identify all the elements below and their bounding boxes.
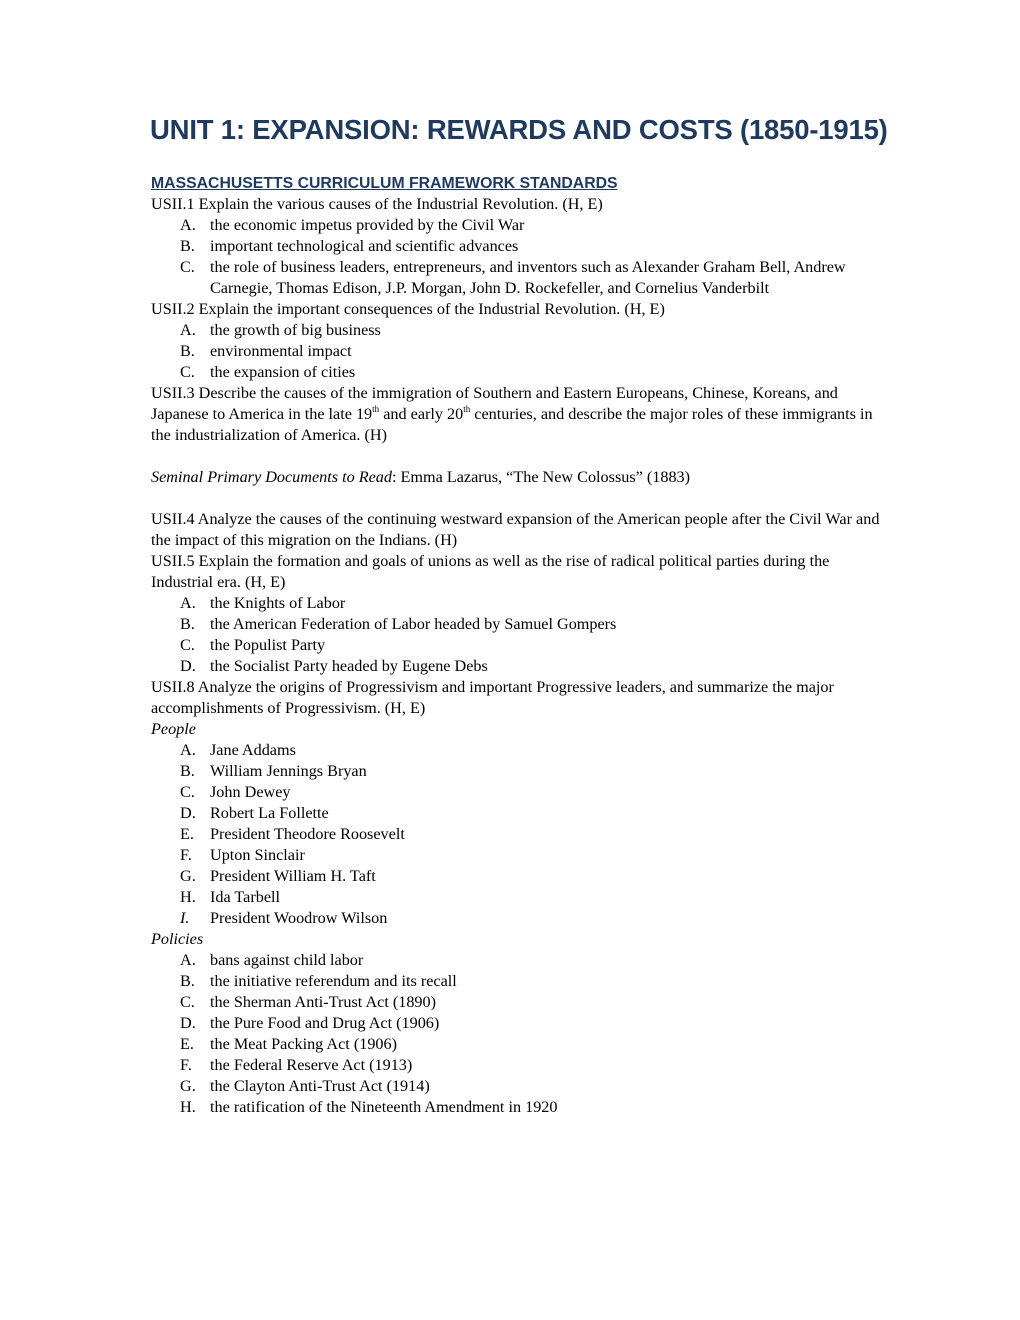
- list-text: the Populist Party: [210, 636, 326, 654]
- list-letter: H.: [180, 1098, 196, 1116]
- people-label: People: [151, 720, 196, 738]
- list-letter: B.: [180, 237, 195, 255]
- list-item: [151, 971, 881, 992]
- list-letter: A.: [180, 951, 196, 969]
- list-letter: B.: [180, 615, 195, 633]
- list-letter: C.: [180, 258, 195, 276]
- list-item: [151, 824, 881, 845]
- standard-usii3: [151, 383, 881, 446]
- usii3-part2: and early 20: [379, 405, 464, 423]
- list-text: the Federal Reserve Act (1913): [210, 1056, 413, 1074]
- list-item: [151, 635, 881, 656]
- list-letter: C.: [180, 783, 195, 801]
- usii3-sup2: th: [463, 404, 471, 414]
- list-item: [151, 950, 881, 971]
- list-text: environmental impact: [210, 342, 352, 360]
- list-text: the Pure Food and Drug Act (1906): [210, 1014, 440, 1032]
- list-item: [151, 614, 881, 635]
- seminal-label: Seminal Primary Documents to Read: [151, 468, 392, 486]
- standard-usii2: USII.2 Explain the important consequences of the Industrial Revolution. (H, E): [151, 300, 665, 318]
- usii2-list: [151, 320, 881, 383]
- list-text: important technological and scientific advances: [210, 237, 519, 255]
- list-text: the initiative referendum and its recall: [210, 972, 457, 990]
- list-letter: H.: [180, 888, 196, 906]
- usii3-part3: centuries, and describe the major roles of these immigrants in the industrialization of America. (H): [151, 405, 873, 444]
- list-letter: G.: [180, 1077, 196, 1095]
- list-item: [151, 803, 881, 824]
- list-letter: B.: [180, 972, 195, 990]
- list-text: Upton Sinclair: [210, 846, 305, 864]
- list-item: [151, 887, 881, 908]
- spacer: [151, 488, 881, 509]
- list-text: the American Federation of Labor headed by Samuel Gompers: [210, 615, 617, 633]
- list-letter: A.: [180, 594, 196, 612]
- list-letter: D.: [180, 657, 196, 675]
- list-item: [151, 1013, 881, 1034]
- list-letter: C.: [180, 993, 195, 1011]
- list-text: the economic impetus provided by the Civil War: [210, 216, 525, 234]
- list-letter: C.: [180, 363, 195, 381]
- standard-usii1: USII.1 Explain the various causes of the Industrial Revolution. (H, E): [151, 195, 603, 213]
- list-item: [151, 1055, 881, 1076]
- list-item: [151, 740, 881, 761]
- list-item: [151, 866, 881, 887]
- list-letter: D.: [180, 1014, 196, 1032]
- list-item: [151, 1097, 881, 1118]
- list-item: [151, 761, 881, 782]
- list-text: the Knights of Labor: [210, 594, 346, 612]
- list-letter: A.: [180, 321, 196, 339]
- list-text: the role of business leaders, entrepreneurs, and inventors such as Alexander Graham Bell, Andrew Carnegie, Thomas Edison, J.P. Morgan, John D. Rockefeller, and Cornelius Vanderbilt: [210, 258, 846, 297]
- list-text: the Sherman Anti-Trust Act (1890): [210, 993, 437, 1011]
- list-text: Robert La Follette: [210, 804, 329, 822]
- list-item: [151, 593, 881, 614]
- list-item: [151, 1034, 881, 1055]
- list-letter: E.: [180, 1035, 194, 1053]
- standard-usii5: USII.5 Explain the formation and goals of unions as well as the rise of radical political parties during the Industrial era. (H, E): [151, 552, 830, 591]
- list-letter: E.: [180, 825, 194, 843]
- list-text: the growth of big business: [210, 321, 381, 339]
- list-letter: G.: [180, 867, 196, 885]
- list-text: the Clayton Anti-Trust Act (1914): [210, 1077, 430, 1095]
- list-item: [151, 992, 881, 1013]
- list-letter: A.: [180, 741, 196, 759]
- list-item: [151, 908, 881, 929]
- unit-title: UNIT 1: EXPANSION: REWARDS AND COSTS (1850-1915): [150, 114, 888, 145]
- list-item: [151, 215, 881, 236]
- list-text: the Meat Packing Act (1906): [210, 1035, 398, 1053]
- list-text: the ratification of the Nineteenth Amendment in 1920: [210, 1098, 558, 1116]
- policies-list: [151, 950, 881, 1118]
- list-text: the expansion of cities: [210, 363, 356, 381]
- spacer: [151, 446, 881, 467]
- people-list: [151, 740, 881, 929]
- seminal-documents: [151, 467, 881, 488]
- list-item: [151, 257, 881, 299]
- list-text: President Theodore Roosevelt: [210, 825, 405, 843]
- list-text: President William H. Taft: [210, 867, 376, 885]
- list-item: [151, 320, 881, 341]
- list-letter: D.: [180, 804, 196, 822]
- list-letter: A.: [180, 216, 196, 234]
- list-item: [151, 362, 881, 383]
- policies-label: Policies: [151, 930, 204, 948]
- document-body: [151, 173, 881, 1118]
- section-heading: MASSACHUSETTS CURRICULUM FRAMEWORK STANDARDS: [151, 175, 618, 192]
- usii3-sup1: th: [372, 404, 380, 414]
- list-item: [151, 1076, 881, 1097]
- list-text: Ida Tarbell: [210, 888, 281, 906]
- usii3-part1: USII.3 Describe the causes of the immigration of Southern and Eastern Europeans, Chinese, Koreans, and Japanese to America in the late 19: [151, 384, 838, 423]
- list-item: [151, 341, 881, 362]
- list-text: Jane Addams: [210, 741, 296, 759]
- seminal-text: : Emma Lazarus, “The New Colossus” (1883): [391, 468, 691, 486]
- list-text: William Jennings Bryan: [210, 762, 367, 780]
- standard-usii4: USII.4 Analyze the causes of the continuing westward expansion of the American people after the Civil War and the impact of this migration on the Indians. (H): [151, 510, 880, 549]
- list-letter: F.: [180, 1056, 192, 1074]
- list-item: [151, 656, 881, 677]
- list-item: [151, 236, 881, 257]
- list-item: [151, 782, 881, 803]
- list-text: John Dewey: [210, 783, 291, 801]
- list-text: President Woodrow Wilson: [210, 909, 388, 927]
- list-letter: B.: [180, 342, 195, 360]
- usii1-list: [151, 215, 881, 299]
- list-text: the Socialist Party headed by Eugene Debs: [210, 657, 488, 675]
- list-letter: I.: [180, 909, 190, 927]
- usii5-list: [151, 593, 881, 677]
- list-letter: F.: [180, 846, 192, 864]
- list-item: [151, 845, 881, 866]
- list-letter: C.: [180, 636, 195, 654]
- list-letter: B.: [180, 762, 195, 780]
- list-text: bans against child labor: [210, 951, 364, 969]
- standard-usii8: USII.8 Analyze the origins of Progressivism and important Progressive leaders, and summarize the major accomplishments of Progressivism. (H, E): [151, 678, 834, 717]
